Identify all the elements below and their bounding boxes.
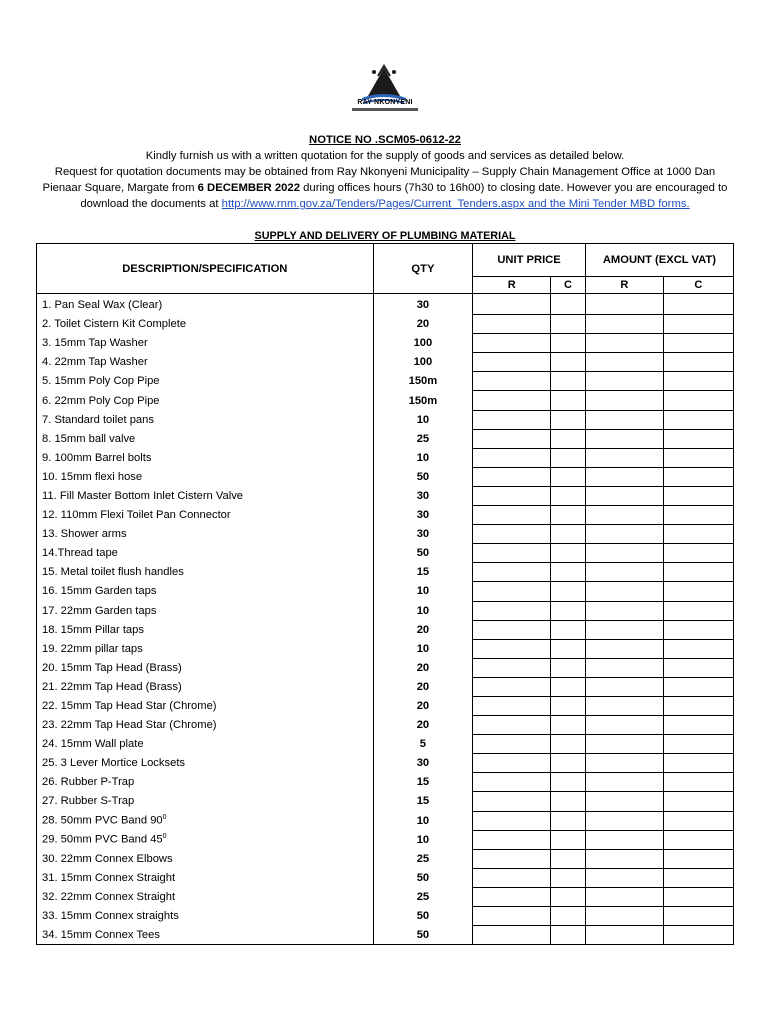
amount-r-cell[interactable] bbox=[585, 410, 663, 429]
unit-price-c-cell[interactable] bbox=[551, 620, 586, 639]
item-qty: 100 bbox=[373, 334, 473, 353]
amount-c-cell[interactable] bbox=[663, 754, 733, 773]
item-qty: 50 bbox=[373, 467, 473, 486]
unit-price-r-cell[interactable] bbox=[473, 391, 551, 410]
intro-line-3 bbox=[20, 180, 750, 196]
table-row bbox=[37, 639, 734, 658]
item-description-text: 14.Thread tape bbox=[42, 547, 118, 560]
item-qty: 15 bbox=[373, 792, 473, 811]
item-qty: 20 bbox=[373, 696, 473, 715]
intro-line-1: Kindly furnish us with a written quotation for the supply of goods and services as detailed below. bbox=[145, 150, 625, 162]
item-description-text: 18. 15mm Pillar taps bbox=[42, 623, 144, 636]
table-row bbox=[37, 658, 734, 677]
item-description bbox=[37, 410, 374, 429]
table-row bbox=[37, 506, 734, 525]
item-description bbox=[37, 294, 374, 315]
amount-r-cell[interactable] bbox=[585, 830, 663, 849]
item-description-text: 4. 22mm Tap Washer bbox=[42, 356, 148, 369]
amount-c-cell[interactable] bbox=[663, 811, 733, 830]
item-qty: 150m bbox=[373, 391, 473, 410]
unit-price-c-cell[interactable] bbox=[551, 525, 586, 544]
unit-price-c-cell[interactable] bbox=[551, 410, 586, 429]
item-description-text: 9. 100mm Barrel bolts bbox=[42, 451, 152, 464]
item-qty: 30 bbox=[373, 506, 473, 525]
item-description bbox=[37, 868, 374, 887]
amount-c-cell[interactable] bbox=[663, 868, 733, 887]
col-amount-c: C bbox=[663, 277, 733, 294]
unit-price-r-cell[interactable] bbox=[473, 601, 551, 620]
unit-price-c-cell[interactable] bbox=[551, 467, 586, 486]
table-row bbox=[37, 486, 734, 505]
table-row bbox=[37, 448, 734, 467]
unit-price-c-cell[interactable] bbox=[551, 353, 586, 372]
item-description bbox=[37, 486, 374, 505]
item-description-text: 31. 15mm Connex Straight bbox=[42, 871, 176, 884]
item-description-text: 33. 15mm Connex straights bbox=[42, 910, 179, 923]
unit-price-c-cell[interactable] bbox=[551, 735, 586, 754]
col-unit-price: UNIT PRICE bbox=[473, 244, 586, 277]
item-qty: 25 bbox=[373, 849, 473, 868]
item-rows bbox=[37, 294, 734, 945]
item-qty: 30 bbox=[373, 525, 473, 544]
table-row bbox=[37, 410, 734, 429]
item-description-text: 29. 50mm PVC Band 45 bbox=[42, 834, 163, 847]
unit-price-c-cell[interactable] bbox=[551, 849, 586, 868]
item-description bbox=[37, 372, 374, 391]
unit-price-r-cell[interactable] bbox=[473, 696, 551, 715]
item-description bbox=[37, 735, 374, 754]
unit-price-r-cell[interactable] bbox=[473, 639, 551, 658]
item-description-text: 3. 15mm Tap Washer bbox=[42, 337, 148, 350]
intro-line-3c: during offices hours (7h30 to 16h00) to closing date. However you are encouraged to bbox=[299, 182, 728, 194]
amount-c-cell[interactable] bbox=[663, 907, 733, 926]
unit-price-r-cell[interactable] bbox=[473, 506, 551, 525]
intro-line-2: Request for quotation documents may be obtained from Ray Nkonyeni Municipality – Supply Chain Management Office at 1000 Dan bbox=[54, 166, 716, 178]
amount-r-cell[interactable] bbox=[585, 315, 663, 334]
unit-price-c-cell[interactable] bbox=[551, 372, 586, 391]
amount-r-cell[interactable] bbox=[585, 448, 663, 467]
item-description-text: 8. 15mm ball valve bbox=[42, 432, 136, 445]
col-amount-r: R bbox=[585, 277, 663, 294]
unit-price-c-cell[interactable] bbox=[551, 448, 586, 467]
item-description-text: 11. Fill Master Bottom Inlet Cistern Valve bbox=[42, 489, 244, 502]
item-description bbox=[37, 907, 374, 926]
item-description-text: 16. 15mm Garden taps bbox=[42, 585, 157, 598]
item-description bbox=[37, 792, 374, 811]
item-description bbox=[37, 926, 374, 945]
item-qty: 50 bbox=[373, 544, 473, 563]
unit-price-c-cell[interactable] bbox=[551, 315, 586, 334]
table-row bbox=[37, 849, 734, 868]
item-description-text: 6. 22mm Poly Cop Pipe bbox=[42, 394, 160, 407]
item-qty: 30 bbox=[373, 754, 473, 773]
item-description bbox=[37, 811, 374, 830]
item-description-text: 26. Rubber P-Trap bbox=[42, 776, 135, 789]
intro-line-3a: Pienaar Square, Margate from bbox=[42, 182, 198, 194]
amount-r-cell[interactable] bbox=[585, 391, 663, 410]
amount-r-cell[interactable] bbox=[585, 658, 663, 677]
item-description-text: 19. 22mm pillar taps bbox=[42, 642, 143, 655]
item-description bbox=[37, 887, 374, 906]
table-row bbox=[37, 811, 734, 830]
amount-c-cell[interactable] bbox=[663, 506, 733, 525]
col-unit-r: R bbox=[473, 277, 551, 294]
item-description bbox=[37, 391, 374, 410]
item-qty: 150m bbox=[373, 372, 473, 391]
amount-c-cell[interactable] bbox=[663, 353, 733, 372]
item-description-text: 7. Standard toilet pans bbox=[42, 413, 154, 426]
table-row bbox=[37, 677, 734, 696]
item-qty: 10 bbox=[373, 830, 473, 849]
item-description bbox=[37, 544, 374, 563]
unit-price-c-cell[interactable] bbox=[551, 926, 586, 945]
amount-r-cell[interactable] bbox=[585, 754, 663, 773]
amount-c-cell[interactable] bbox=[663, 372, 733, 391]
unit-price-c-cell[interactable] bbox=[551, 811, 586, 830]
unit-price-c-cell[interactable] bbox=[551, 792, 586, 811]
unit-price-c-cell[interactable] bbox=[551, 696, 586, 715]
table-row bbox=[37, 716, 734, 735]
amount-r-cell[interactable] bbox=[585, 716, 663, 735]
amount-c-cell[interactable] bbox=[663, 391, 733, 410]
item-qty: 50 bbox=[373, 926, 473, 945]
amount-c-cell[interactable] bbox=[663, 467, 733, 486]
item-description bbox=[37, 563, 374, 582]
amount-r-cell[interactable] bbox=[585, 334, 663, 353]
item-qty: 25 bbox=[373, 429, 473, 448]
unit-price-r-cell[interactable] bbox=[473, 830, 551, 849]
table-row bbox=[37, 391, 734, 410]
item-qty: 30 bbox=[373, 294, 473, 315]
unit-price-r-cell[interactable] bbox=[473, 563, 551, 582]
item-description bbox=[37, 830, 374, 849]
amount-c-cell[interactable] bbox=[663, 448, 733, 467]
unit-price-c-cell[interactable] bbox=[551, 486, 586, 505]
unit-price-r-cell[interactable] bbox=[473, 716, 551, 735]
table-row bbox=[37, 353, 734, 372]
item-qty: 5 bbox=[373, 735, 473, 754]
item-description-text: 30. 22mm Connex Elbows bbox=[42, 852, 173, 865]
unit-price-r-cell[interactable] bbox=[473, 735, 551, 754]
item-description bbox=[37, 353, 374, 372]
item-description bbox=[37, 601, 374, 620]
unit-price-r-cell[interactable] bbox=[473, 448, 551, 467]
item-description-text: 25. 3 Lever Mortice Locksets bbox=[42, 757, 186, 770]
amount-r-cell[interactable] bbox=[585, 353, 663, 372]
closing-date: 6 DECEMBER 2022 bbox=[197, 182, 300, 194]
unit-price-r-cell[interactable] bbox=[473, 754, 551, 773]
item-description bbox=[37, 334, 374, 353]
table-row bbox=[37, 294, 734, 315]
amount-r-cell[interactable] bbox=[585, 773, 663, 792]
table-row bbox=[37, 907, 734, 926]
municipality-logo bbox=[352, 62, 416, 120]
item-description-text: 28. 50mm PVC Band 90 bbox=[42, 814, 163, 827]
item-description-text: 23. 22mm Tap Head Star (Chrome) bbox=[42, 719, 217, 732]
table-row bbox=[37, 429, 734, 448]
amount-c-cell[interactable] bbox=[663, 601, 733, 620]
item-qty: 20 bbox=[373, 620, 473, 639]
unit-price-r-cell[interactable] bbox=[473, 868, 551, 887]
amount-r-cell[interactable] bbox=[585, 907, 663, 926]
amount-c-cell[interactable] bbox=[663, 677, 733, 696]
unit-price-r-cell[interactable] bbox=[473, 294, 551, 315]
amount-r-cell[interactable] bbox=[585, 887, 663, 906]
amount-c-cell[interactable] bbox=[663, 294, 733, 315]
amount-r-cell[interactable] bbox=[585, 620, 663, 639]
col-amount: AMOUNT (EXCL VAT) bbox=[585, 244, 733, 277]
col-unit-c: C bbox=[551, 277, 586, 294]
amount-r-cell[interactable] bbox=[585, 525, 663, 544]
amount-r-cell[interactable] bbox=[585, 639, 663, 658]
table-row bbox=[37, 887, 734, 906]
item-description-text: 1. Pan Seal Wax (Clear) bbox=[42, 299, 163, 312]
unit-price-r-cell[interactable] bbox=[473, 658, 551, 677]
item-description-text: 27. Rubber S-Trap bbox=[42, 795, 135, 808]
amount-c-cell[interactable] bbox=[663, 544, 733, 563]
unit-price-c-cell[interactable] bbox=[551, 868, 586, 887]
unit-price-c-cell[interactable] bbox=[551, 563, 586, 582]
item-description-text: 2. Toilet Cistern Kit Complete bbox=[42, 318, 187, 331]
item-qty: 100 bbox=[373, 353, 473, 372]
item-description-text: 17. 22mm Garden taps bbox=[42, 604, 157, 617]
item-description-text: 24. 15mm Wall plate bbox=[42, 738, 144, 751]
amount-c-cell[interactable] bbox=[663, 735, 733, 754]
tenders-link[interactable]: http://www.rnm.gov.za/Tenders/Pages/Current_Tenders.aspx and the Mini Tender MBD forms. bbox=[221, 198, 690, 210]
item-description bbox=[37, 849, 374, 868]
amount-r-cell[interactable] bbox=[585, 486, 663, 505]
amount-c-cell[interactable] bbox=[663, 830, 733, 849]
item-description bbox=[37, 467, 374, 486]
item-qty: 30 bbox=[373, 486, 473, 505]
item-description-text: 21. 22mm Tap Head (Brass) bbox=[42, 680, 182, 693]
item-description bbox=[37, 315, 374, 334]
table-row bbox=[37, 601, 734, 620]
item-description bbox=[37, 639, 374, 658]
unit-price-r-cell[interactable] bbox=[473, 849, 551, 868]
table-row bbox=[37, 926, 734, 945]
item-description bbox=[37, 506, 374, 525]
item-qty: 10 bbox=[373, 639, 473, 658]
logo-tagline-bar bbox=[352, 108, 418, 111]
unit-price-c-cell[interactable] bbox=[551, 429, 586, 448]
amount-c-cell[interactable] bbox=[663, 582, 733, 601]
item-qty: 50 bbox=[373, 868, 473, 887]
amount-c-cell[interactable] bbox=[663, 525, 733, 544]
item-qty: 25 bbox=[373, 887, 473, 906]
unit-price-c-cell[interactable] bbox=[551, 391, 586, 410]
unit-price-r-cell[interactable] bbox=[473, 372, 551, 391]
amount-c-cell[interactable] bbox=[663, 658, 733, 677]
unit-price-r-cell[interactable] bbox=[473, 315, 551, 334]
item-description bbox=[37, 448, 374, 467]
amount-r-cell[interactable] bbox=[585, 506, 663, 525]
unit-price-r-cell[interactable] bbox=[473, 486, 551, 505]
item-description-text: 32. 22mm Connex Straight bbox=[42, 890, 176, 903]
unit-price-r-cell[interactable] bbox=[473, 429, 551, 448]
unit-price-r-cell[interactable] bbox=[473, 525, 551, 544]
unit-price-c-cell[interactable] bbox=[551, 506, 586, 525]
amount-r-cell[interactable] bbox=[585, 926, 663, 945]
item-description bbox=[37, 716, 374, 735]
amount-r-cell[interactable] bbox=[585, 792, 663, 811]
unit-price-r-cell[interactable] bbox=[473, 467, 551, 486]
amount-c-cell[interactable] bbox=[663, 429, 733, 448]
amount-r-cell[interactable] bbox=[585, 372, 663, 391]
amount-c-cell[interactable] bbox=[663, 792, 733, 811]
unit-price-c-cell[interactable] bbox=[551, 716, 586, 735]
amount-r-cell[interactable] bbox=[585, 811, 663, 830]
item-description bbox=[37, 754, 374, 773]
unit-price-c-cell[interactable] bbox=[551, 830, 586, 849]
table-row bbox=[37, 582, 734, 601]
amount-r-cell[interactable] bbox=[585, 582, 663, 601]
unit-price-r-cell[interactable] bbox=[473, 582, 551, 601]
amount-c-cell[interactable] bbox=[663, 563, 733, 582]
unit-price-r-cell[interactable] bbox=[473, 353, 551, 372]
item-description bbox=[37, 620, 374, 639]
table-row bbox=[37, 372, 734, 391]
item-qty: 20 bbox=[373, 658, 473, 677]
item-qty: 10 bbox=[373, 448, 473, 467]
unit-price-c-cell[interactable] bbox=[551, 658, 586, 677]
unit-price-c-cell[interactable] bbox=[551, 582, 586, 601]
unit-price-c-cell[interactable] bbox=[551, 754, 586, 773]
amount-r-cell[interactable] bbox=[585, 467, 663, 486]
item-description-text: 22. 15mm Tap Head Star (Chrome) bbox=[42, 700, 217, 713]
amount-c-cell[interactable] bbox=[663, 926, 733, 945]
item-qty: 10 bbox=[373, 601, 473, 620]
amount-r-cell[interactable] bbox=[585, 677, 663, 696]
intro-line-4a: download the documents at bbox=[80, 198, 222, 210]
table-row bbox=[37, 334, 734, 353]
table-row bbox=[37, 754, 734, 773]
table-row bbox=[37, 773, 734, 792]
amount-c-cell[interactable] bbox=[663, 696, 733, 715]
intro-line-4 bbox=[20, 196, 750, 212]
item-description bbox=[37, 582, 374, 601]
unit-price-c-cell[interactable] bbox=[551, 773, 586, 792]
amount-r-cell[interactable] bbox=[585, 601, 663, 620]
item-description-text: 34. 15mm Connex Tees bbox=[42, 928, 160, 941]
table-row bbox=[37, 563, 734, 582]
amount-c-cell[interactable] bbox=[663, 849, 733, 868]
table-row bbox=[37, 315, 734, 334]
item-qty: 20 bbox=[373, 716, 473, 735]
item-qty: 15 bbox=[373, 563, 473, 582]
table-row bbox=[37, 467, 734, 486]
item-description-text: 5. 15mm Poly Cop Pipe bbox=[42, 375, 160, 388]
table-row bbox=[37, 830, 734, 849]
item-description-text: 15. Metal toilet flush handles bbox=[42, 566, 184, 579]
logo-name: RAY NKONYENI bbox=[357, 99, 413, 106]
item-qty: 10 bbox=[373, 811, 473, 830]
item-qty: 20 bbox=[373, 677, 473, 696]
amount-r-cell[interactable] bbox=[585, 696, 663, 715]
unit-price-r-cell[interactable] bbox=[473, 544, 551, 563]
item-description bbox=[37, 677, 374, 696]
table-row bbox=[37, 544, 734, 563]
unit-price-c-cell[interactable] bbox=[551, 907, 586, 926]
amount-c-cell[interactable] bbox=[663, 773, 733, 792]
item-qty: 15 bbox=[373, 773, 473, 792]
item-description-text: 10. 15mm flexi hose bbox=[42, 470, 143, 483]
amount-r-cell[interactable] bbox=[585, 849, 663, 868]
table-row bbox=[37, 525, 734, 544]
item-description-text: 12. 110mm Flexi Toilet Pan Connector bbox=[42, 509, 231, 522]
amount-r-cell[interactable] bbox=[585, 544, 663, 563]
amount-c-cell[interactable] bbox=[663, 410, 733, 429]
amount-r-cell[interactable] bbox=[585, 563, 663, 582]
col-qty: QTY bbox=[373, 244, 473, 294]
unit-price-r-cell[interactable] bbox=[473, 887, 551, 906]
table-row bbox=[37, 696, 734, 715]
amount-c-cell[interactable] bbox=[663, 315, 733, 334]
amount-c-cell[interactable] bbox=[663, 620, 733, 639]
item-description bbox=[37, 696, 374, 715]
degree-superscript: 0 bbox=[162, 833, 167, 841]
unit-price-r-cell[interactable] bbox=[473, 334, 551, 353]
notice-number: NOTICE NO .SCM05-0612-22 bbox=[309, 134, 461, 146]
item-description bbox=[37, 429, 374, 448]
unit-price-r-cell[interactable] bbox=[473, 792, 551, 811]
table-title: SUPPLY AND DELIVERY OF PLUMBING MATERIAL bbox=[254, 230, 516, 242]
item-qty: 10 bbox=[373, 410, 473, 429]
table-row bbox=[37, 735, 734, 754]
unit-price-c-cell[interactable] bbox=[551, 887, 586, 906]
amount-r-cell[interactable] bbox=[585, 735, 663, 754]
unit-price-c-cell[interactable] bbox=[551, 601, 586, 620]
amount-c-cell[interactable] bbox=[663, 486, 733, 505]
unit-price-r-cell[interactable] bbox=[473, 410, 551, 429]
item-description-text: 20. 15mm Tap Head (Brass) bbox=[42, 661, 182, 674]
degree-superscript: 0 bbox=[162, 814, 167, 822]
unit-price-c-cell[interactable] bbox=[551, 294, 586, 315]
unit-price-c-cell[interactable] bbox=[551, 544, 586, 563]
table-row bbox=[37, 792, 734, 811]
unit-price-r-cell[interactable] bbox=[473, 620, 551, 639]
item-qty: 20 bbox=[373, 315, 473, 334]
unit-price-c-cell[interactable] bbox=[551, 677, 586, 696]
amount-c-cell[interactable] bbox=[663, 334, 733, 353]
item-description bbox=[37, 773, 374, 792]
unit-price-c-cell[interactable] bbox=[551, 334, 586, 353]
item-description bbox=[37, 658, 374, 677]
unit-price-r-cell[interactable] bbox=[473, 677, 551, 696]
item-qty: 50 bbox=[373, 907, 473, 926]
unit-price-r-cell[interactable] bbox=[473, 907, 551, 926]
amount-r-cell[interactable] bbox=[585, 294, 663, 315]
unit-price-r-cell[interactable] bbox=[473, 926, 551, 945]
amount-c-cell[interactable] bbox=[663, 887, 733, 906]
col-description: DESCRIPTION/SPECIFICATION bbox=[37, 244, 374, 294]
quotation-table bbox=[36, 243, 734, 945]
amount-c-cell[interactable] bbox=[663, 716, 733, 735]
item-description-text: 13. Shower arms bbox=[42, 528, 127, 541]
table-row bbox=[37, 868, 734, 887]
item-qty: 10 bbox=[373, 582, 473, 601]
amount-r-cell[interactable] bbox=[585, 868, 663, 887]
unit-price-r-cell[interactable] bbox=[473, 811, 551, 830]
item-description bbox=[37, 525, 374, 544]
unit-price-r-cell[interactable] bbox=[473, 773, 551, 792]
amount-c-cell[interactable] bbox=[663, 639, 733, 658]
table-row bbox=[37, 620, 734, 639]
unit-price-c-cell[interactable] bbox=[551, 639, 586, 658]
amount-r-cell[interactable] bbox=[585, 429, 663, 448]
